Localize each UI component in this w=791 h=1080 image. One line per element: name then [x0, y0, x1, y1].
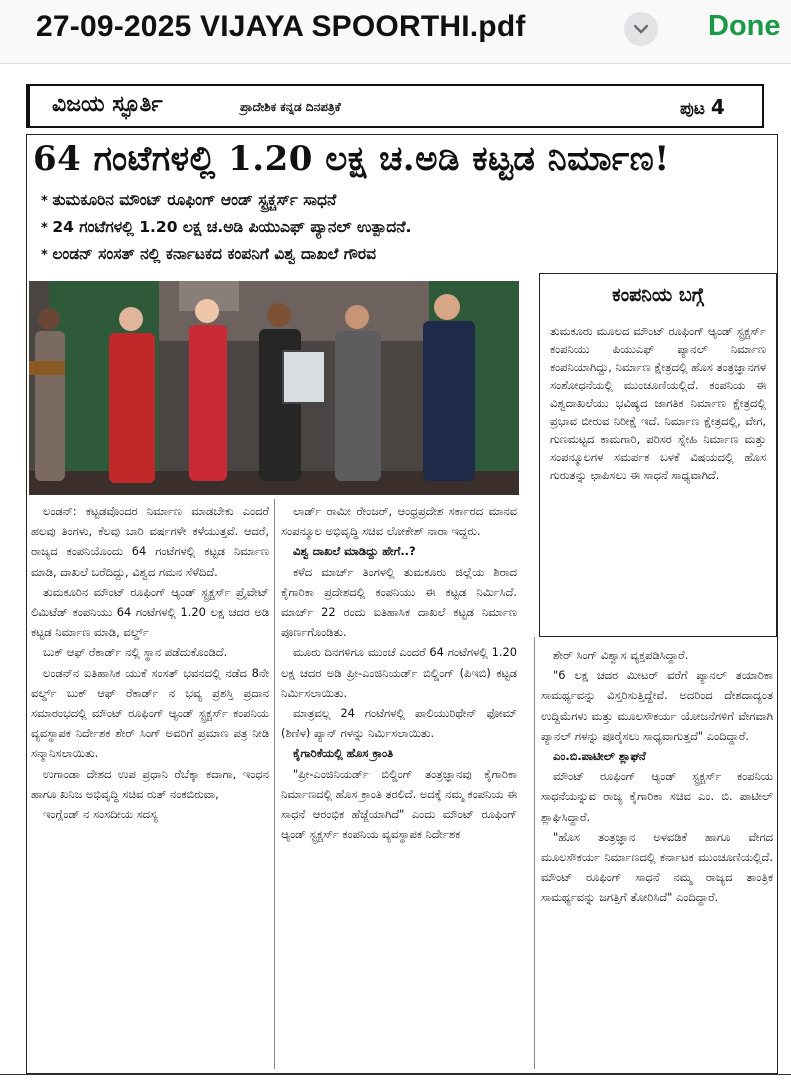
paragraph: "ಹೊಸ ತಂತ್ರಜ್ಞಾನ ಅಳವಡಿಕೆ ಹಾಗೂ ವೇಗದ ಮೂಲಸೌಕರ್ಯ ನಿರ್ಮಾಣದಲ್ಲಿ ಕರ್ನಾಟಕ ಮುಂಚೂಣಿಯಲ್ಲಿದೆ. ಮೌಂಟ್ ರೂಫಿಂಗ್ ಸಾಧನೆ ನಮ್ಮ ರಾಜ್ಯದ ತಾಂತ್ರಿಕ ಸಾಮರ್ಥ್ಯವನ್ನು ಜಗತ್ತಿಗೆ ತೋರಿಸಿದೆ" ಎಂದಿದ್ದಾರೆ.: [541, 829, 773, 905]
paragraph: "6 ಲಕ್ಷ ಚದರ ಮೀಟರ್ ವರೆಗೆ ಪ್ಯಾನಲ್ ತಯಾರಿಕಾ ಸಾಮರ್ಥ್ಯವನ್ನು ವಿಸ್ತರಿಸುತ್ತಿದ್ದೇವೆ. ಅದರಿಂದ ದೇಶದಾದ್ಯಂತ ಉದ್ದಿಮೆಗಳು ಮತ್ತು ಮೂಲಸೌಕರ್ಯ ಯೋಜನೆಗಳಿಗೆ ವೇಗವಾಗಿ ಪ್ಯಾನಲ್ ಗಳನ್ನು ಪೂರೈಸಲು ಸಾಧ್ಯವಾಗುತ್ತದೆ" ಎಂದಿದ್ದಾರೆ.: [541, 668, 773, 743]
paragraph: ಕಳೆದ ಮಾರ್ಚ್ ತಿಂಗಳಲ್ಲಿ ತುಮಕೂರು ಜಿಲ್ಲೆಯ ಶಿರಾದ ಕೈಗಾರಿಕಾ ಪ್ರದೇಶದಲ್ಲಿ ಕಂಪನಿಯು ಈ ಕಟ್ಟಡ ನಿರ್ಮಿಸಿದೆ. ಮಾರ್ಚ್ 22 ರಂದು ಐತಿಹಾಸಿಕ ದಾಖಲೆ ಕಟ್ಟಡ ನಿರ್ಮಾಣ ಪೂರ್ಣಗೊಂಡಿತು.: [281, 564, 517, 640]
bullet-item: * ಲಂಡನ್ ಸಂಸತ್ ನಲ್ಲಿ ಕರ್ನಾಟಕದ ಕಂಪನಿಗೆ ವಿಶ್ವ ದಾಖಲೆ ಗೌರವ: [41, 241, 761, 268]
document-title[interactable]: 27-09-2025 VIJAYA SPOORTHI.pdf: [36, 10, 526, 43]
paragraph: ಮೌಂಟ್ ರೂಫಿಂಗ್ ಆ್ಯಂಡ್ ಸ್ಟ್ರಕ್ಚರ್ಸ್ ಕಂಪನಿಯ ಸಾಧನೆಯನ್ನುವ ರಾಜ್ಯ ಕೈಗಾರಿಕಾ ಸಚಿವ ಎಂ. ಬಿ. ಪಾಟೀಲ್ ಶ್ಲಾಘಿಸಿದ್ದಾರೆ.: [541, 769, 773, 824]
about-company-box: [539, 273, 777, 637]
paragraph: ಮಾತ್ರವಲ್ಲ 24 ಗಂಟೆಗಳಲ್ಲಿ ಪಾಲಿಯುರಿಥೇನ್ ಫೋಮ್ (ಶಿಣಿಳ) ಪ್ಯಾನ್ ಗಳನ್ನು ನಿರ್ಮಿಸಲಾಯಿತು.: [281, 706, 517, 741]
page-number: [680, 95, 725, 119]
subheading: ಎಂ.ಬಿ.ಪಾಟೀಲ್ ಶ್ಲಾಘನೆ: [553, 749, 646, 764]
article-column-3: [541, 645, 773, 908]
article-column-1: [31, 501, 269, 824]
paragraph: ಲಂಡನ್‌ನ ಐತಿಹಾಸಿಕ ಯುಕೆ ಸಂಸತ್ ಭವನದಲ್ಲಿ ನಡೆದ 8ನೇ ವರ್ಲ್ಡ್ ಬುಕ್ ಆಫ್ ರೆಕಾರ್ಡ್ ನ ಭವ್ಯ ಪ್ರಶಸ್ತಿ ಪ್ರದಾನ ಸಮಾರಂಭದಲ್ಲಿ ಮೌಂಟ್ ರೂಫಿಂಗ್ ಆ್ಯಂಡ್ ಸ್ಟ್ರಕ್ಚರ್ಸ್ ಕಂಪನಿಯ ವ್ಯವಸ್ಥಾಪಕ ನಿರ್ದೇಶಕ ಶೇರ್ ಸಿಂಗ್ ಅವರಿಗೆ ಪ್ರಮಾಣ ಪತ್ರ ನೀಡಿ ಸನ್ಮಾನಿಸಲಾಯಿತು.: [31, 665, 269, 761]
paragraph: ಶೇರ್ ಸಿಂಗ್ ವಿಶ್ವಾಸ ವ್ಯಕ್ತಪಡಿಸಿದ್ದಾರೆ.: [553, 648, 689, 662]
paragraph: ತುಮಕೂರಿನ ಮೌಂಟ್ ರೂಫಿಂಗ್ ಆ್ಯಂಡ್ ಸ್ಟ್ರಕ್ಚರ್ಸ್ ಪ್ರೈವೇಟ್ ಲಿಮಿಟೆಡ್ ಕಂಪನಿಯು 64 ಗಂಟೆಗಳಲ್ಲಿ 1.20 ಲಕ್ಷ ಚದರ ಅಡಿ ಕಟ್ಟಡ ನಿರ್ಮಾಣ ಮಾಡಿ, ವರ್ಲ್ಡ್: [31, 584, 269, 640]
paragraph: ಬುಕ್ ಆಫ್ ರೆಕಾರ್ಡ್ ನಲ್ಲಿ ಸ್ಥಾನ ಪಡೆದುಕೊಂಡಿದೆ.: [43, 645, 228, 660]
done-button[interactable]: Done: [708, 10, 781, 42]
subheadline-bullets: [41, 187, 761, 268]
paragraph: ಉಗಾಂಡಾ ದೇಶದ ಉಪ ಪ್ರಧಾನಿ ರೆಬೆಕ್ಕಾ ಕದಾಗಾ, ಇಂಧನ ಹಾಗೂ ಖನಿಜ ಅಭಿವೃದ್ಧಿ ಸಚಿವ ರುತ್ ನಂಕಬಿರುವಾ,: [31, 766, 269, 801]
viewer-toolbar: [0, 0, 791, 64]
column-divider: [534, 637, 535, 1069]
chevron-down-icon: [634, 24, 648, 34]
page-label: ಪುಟ: [680, 99, 705, 119]
headline: 64 ಗಂಟೆಗಳಲ್ಲಿ 1.20 ಲಕ್ಷ ಚ.ಅಡಿ ಕಟ್ಟಡ ನಿರ್ಮಾಣ!: [33, 139, 670, 179]
paragraph: ಲಾರ್ಡ್ ರಾಮೀ ರೇಂಜರ್, ಆಂಧ್ರಪ್ರದೇಶ ಸರ್ಕಾರದ ಮಾನವ ಸಂಪನ್ಮೂಲ ಅಭಿವೃದ್ಧಿ ಸಚಿವ ಲೋಕೇಶ್ ನಾರಾ ಇದ್ದರು.: [281, 504, 517, 539]
bullet-item: * 24 ಗಂಟೆಗಳಲ್ಲಿ 1.20 ಲಕ್ಷ ಚ.ಅಡಿ ಪಿಯುಎಫ್ ಪ್ಯಾನಲ್ ಉತ್ಪಾದನೆ.: [41, 214, 761, 241]
column-divider: [274, 499, 275, 1069]
about-company-text: ತುಮಕೂರು ಮೂಲದ ಮೌಂಟ್ ರೂಫಿಂಗ್ ಆ್ಯಂಡ್ ಸ್ಟ್ರಕ್ಚರ್ಸ್ ಕಂಪನಿಯು ಪಿಯುಎಫ್ ಪ್ಯಾನಲ್ ನಿರ್ಮಾಣ ಕಂಪನಿಯಾಗಿದ್ದು, ನಿರ್ಮಾಣ ಕ್ಷೇತ್ರದಲ್ಲಿ ಹೊಸ ತಂತ್ರಜ್ಞಾನಗಳ ಸಂಶೋಧನೆಯಲ್ಲಿ ಮುಂಚೂಣಿಯಲ್ಲಿದೆ. ಕಂಪನಿಯ ಈ ವಿಶ್ವದಾಖಲೆಯು ಭವಿಷ್ಯದ ಜಾಗತಿಕ ನಿರ್ಮಾಣ ಕ್ಷೇತ್ರದಲ್ಲಿ ಪ್ರಭಾವ ಬೀರುವ ನಿರೀಕ್ಷೆ ಇದೆ. ನಿರ್ಮಾಣ ಕ್ಷೇತ್ರದಲ್ಲಿ, ವೇಗ, ಗುಣಮಟ್ಟದ ಕಾಮಗಾರಿ, ಪರಿಸರ ಸ್ನೇಹಿ ನಿರ್ಮಾಣ ಮತ್ತು ಸಂಪನ್ಮೂಲಗಳ ಸಮರ್ಪಕ ಬಳಕೆ ವಿಷಯದಲ್ಲಿ ಹೊಸ ಗುರುತನ್ನು ಛಾಪಿಸಲು ಈ ಸಾಧನೆ ಸಾಧ್ಯವಾಗಿದೆ.: [550, 324, 766, 482]
paragraph: "ಪ್ರೀ-ಎಂಜಿನಿಯರ್ಡ್ ಬಿಲ್ಡಿಂಗ್ ತಂತ್ರಜ್ಞಾನವು ಕೈಗಾರಿಕಾ ನಿರ್ಮಾಣದಲ್ಲಿ ಹೊಸ ಕ್ರಾಂತಿ ತರಲಿದೆ. ಅದಕ್ಕೆ ನಮ್ಮ ಕಂಪನಿಯ ಈ ಸಾಧನೆ ಆರಂಭಿಕ ಹೆಜ್ಜೆಯಾಗಿದೆ" ಎಂದು ಮೌಂಟ್ ರೂಫಿಂಗ್ ಆ್ಯಂಡ್ ಸ್ಟ್ರಕ್ಚರ್ಸ್ ಕಂಪನಿಯ ವ್ಯವಸ್ಥಾಪಕ ನಿರ್ದೇಶಕ: [281, 766, 517, 842]
paragraph: ಮೂರು ದಿನಗಳಿಗೂ ಮುಂಚೆ ಎಂದರೆ 64 ಗಂಟೆಗಳಲ್ಲಿ 1.20 ಲಕ್ಷ ಚದರ ಅಡಿ ಪ್ರೀ-ಎಂಜಿನಿಯರ್ಡ್ ಬಿಲ್ಡಿಂಗ್ (ಪಿಇಬಿ) ಕಟ್ಟಡ ನಿರ್ಮಿಸಲಾಯಿತು.: [281, 645, 517, 700]
article-column-2: [281, 501, 517, 844]
newspaper-subtitle: ಪ್ರಾದೇಶಿಕ ಕನ್ನಡ ದಿನಪತ್ರಿಕೆ: [240, 100, 341, 114]
bullet-item: * ತುಮಕೂರಿನ ಮೌಂಟ್ ರೂಫಿಂಗ್ ಆಂಡ್ ಸ್ಟ್ರಕ್ಚರ್ಸ್ ಸಾಧನೆ: [41, 187, 761, 214]
newspaper-name: ವಿಜಯ ಸ್ಫೂರ್ತಿ: [52, 91, 163, 117]
paragraph: ಲಂಡನ್: ಕಟ್ಟಡವೊಂದರ ನಿರ್ಮಾಣ ಮಾಡಬೇಕು ಎಂದರೆ ಹಲವು ತಿಂಗಳು, ಕೆಲವು ಬಾರಿ ವರ್ಷಗಳೇ ಕಳೆಯುತ್ತವೆ. ಆದರೆ, ರಾಜ್ಯದ ಕಂಪನಿಯೊಂದು 64 ಗಂಟೆಗಳಲ್ಲಿ ಕಟ್ಟಡ ನಿರ್ಮಾಣ ಮಾಡಿ, ದಾಖಲೆ ಬರೆದಿದ್ದು, ವಿಶ್ವದ ಗಮನ ಸೆಳೆದಿದೆ.: [31, 504, 269, 579]
page-number-value: 4: [710, 95, 725, 119]
newspaper-page: [0, 64, 791, 1080]
title-menu-button[interactable]: [624, 12, 658, 46]
about-company-heading: ಕಂಪನಿಯ ಬಗ್ಗೆ: [612, 284, 704, 306]
subheading: ವಿಶ್ವ ದಾಖಲೆ ಮಾಡಿದ್ದು ಹೇಗೆ..?: [293, 544, 416, 559]
paragraph: ಇಂಗ್ಲೆಂಡ್ ನ ಸಂಸದೀಯ ಸದಸ್ಯ: [43, 807, 158, 822]
subheading: ಕೈಗಾರಿಕೆಯಲ್ಲಿ ಹೊಸ ಕ್ರಾಂತಿ: [293, 746, 394, 761]
masthead: [26, 84, 764, 128]
award-ceremony-photo: [29, 281, 519, 495]
page-bottom-rule: [0, 1074, 791, 1080]
article: [26, 134, 778, 1074]
